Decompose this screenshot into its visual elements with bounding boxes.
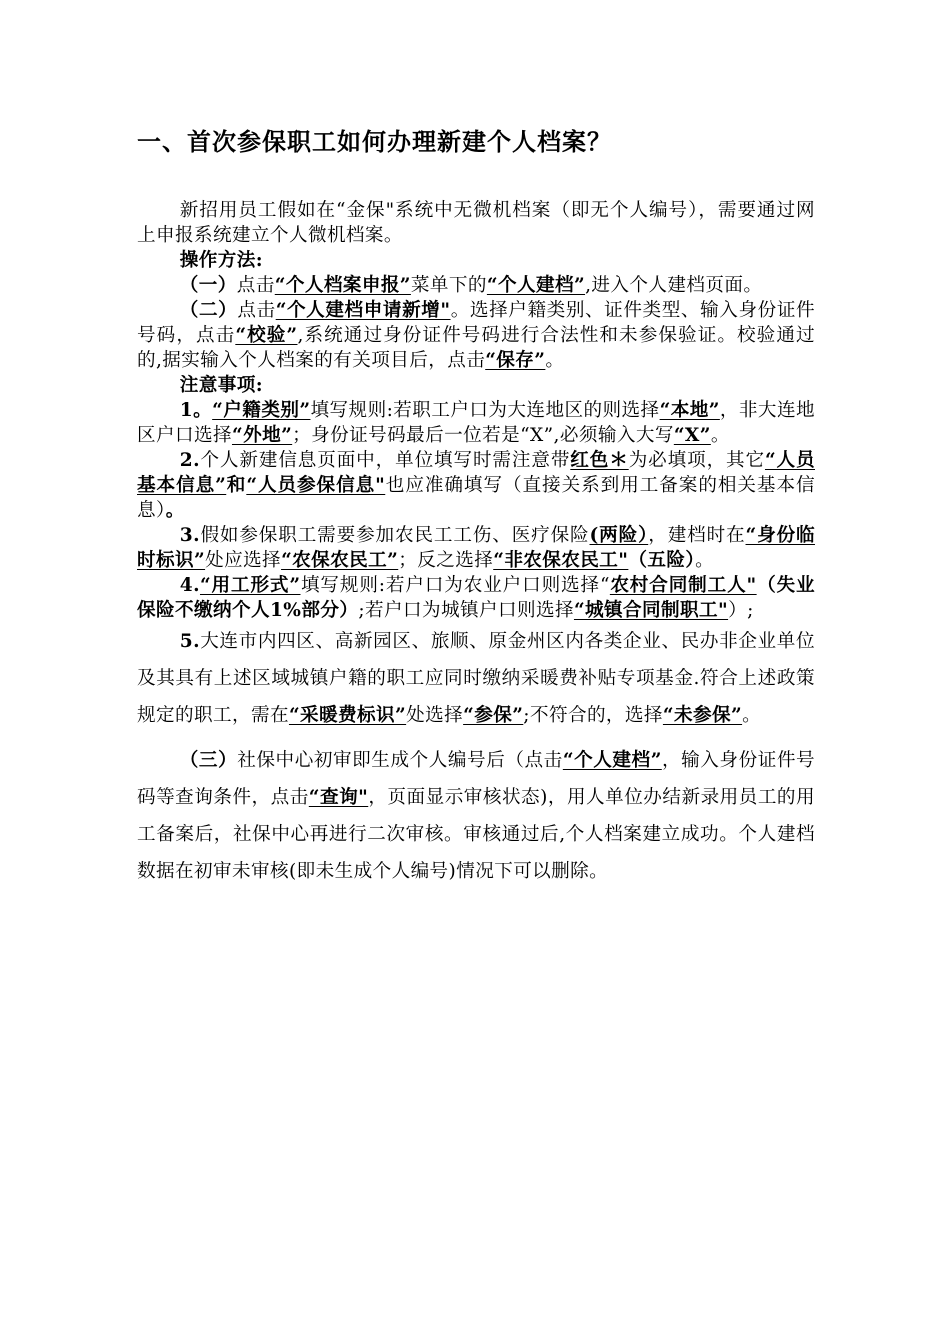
step-3-paragraph xyxy=(137,742,815,890)
and-connector: 和 xyxy=(226,475,247,496)
page-title: 一、首次参保职工如何办理新建个人档案？ xyxy=(137,128,612,156)
note-5-text: 大连市内四区、高新园区、旅顺、原金州区内各类企业、民办非企业单位及其具有上述区域城镇户籍的职工应同时缴纳采暖费补贴专项基金.符合上述政策规定的职工，需在 xyxy=(137,631,815,726)
note-1-text: 填写规则:若职工户口为大连地区的则选择 xyxy=(310,400,660,421)
notes-label: 注意事项: xyxy=(179,375,264,396)
non-local-option-label: “外地” xyxy=(231,425,293,446)
note-2-text: 为必填项，其它 xyxy=(628,450,765,471)
note-1-text: 。 xyxy=(710,425,730,446)
step-3-number: （三） xyxy=(179,750,238,771)
note-4-text: ;若户口为城镇户口则选择 xyxy=(358,600,574,621)
household-category-label: “户籍类别” xyxy=(212,400,311,421)
insurance-info-label: “人员参保信息" xyxy=(246,475,386,496)
step-1-number: （一） xyxy=(179,275,237,296)
step-2-paragraph xyxy=(137,298,815,373)
note-4-number: 4. xyxy=(179,575,200,596)
step-3-text: 社保中心初审即生成个人编号后（点击 xyxy=(237,750,563,771)
uppercase-x-label: “X” xyxy=(673,425,711,446)
step-1-paragraph xyxy=(137,273,815,298)
note-4-text: 填写规则:若户口为农业户口则选择“ xyxy=(300,575,610,596)
note-1-text: ，非大连地区户口选择 xyxy=(137,400,815,446)
intro-paragraph: 新招用员工假如在“金保"系统中无微机档案（即无个人编号），需要通过网上申报系统建立个人微机档案。 xyxy=(137,200,815,246)
note-5-text: ;不符合的，选择 xyxy=(523,705,663,726)
menu-personal-filing: “个人建档” xyxy=(486,275,586,296)
step-1-text: ,进入个人建档页面。 xyxy=(585,275,763,296)
note-2-period: 。 xyxy=(165,500,185,521)
step-2-text: ,系统通过身份证件号码进行合法性和未参保验证。校验通过的,据实输入个人档案的有关项目后，点击 xyxy=(137,325,815,371)
unemployment-note: （失业保险不缴纳个人1%部分） xyxy=(137,575,816,621)
note-5-text: 处选择 xyxy=(406,705,464,726)
query-label: “查询" xyxy=(308,787,369,808)
note-3-text: ；反之选择 xyxy=(398,550,494,571)
note-1-text: ；身份证号码最后一位若是“X”,必须输入大写 xyxy=(292,425,674,446)
new-filing-request-label: “个人建档申请新增" xyxy=(275,300,451,321)
note-1-number: 1。 xyxy=(179,400,213,421)
step-2-text: 。选择户籍类别、证件类型、输入身份证件号码，点击 xyxy=(137,300,815,346)
step-2-text: 点击 xyxy=(237,300,276,321)
step-1-text: 点击 xyxy=(236,275,275,296)
step-3-text: ，输入身份证件号码等查询条件，点击 xyxy=(137,750,816,808)
employment-form-label: “用工形式” xyxy=(199,575,301,596)
step-1-text: 菜单下的 xyxy=(410,275,487,296)
verify-label: “校验” xyxy=(235,325,298,346)
note-1-paragraph xyxy=(137,398,815,448)
note-2-paragraph xyxy=(137,448,815,523)
step-3-text: ，页面显示审核状态)，用人单位办结新录用员工的用工备案后，社保中心再进行二次审核。审核通过后,个人档案建立成功。个人建档数据在初审未审核(即未生成个人编号)情况下可以删除。 xyxy=(137,787,816,882)
heating-fee-label: “采暖费标识” xyxy=(288,705,407,726)
note-5-number: 5. xyxy=(179,631,200,652)
rural-insured-worker-label: “农保农民工” xyxy=(281,550,399,571)
five-insurances-label: （五险） xyxy=(628,550,696,571)
save-label: “保存” xyxy=(485,350,546,371)
step-2-text: 。 xyxy=(545,350,565,371)
local-option-label: “本地” xyxy=(659,400,720,421)
note-2-number: 2. xyxy=(179,450,200,471)
note-3-text: 。 xyxy=(695,550,715,571)
note-3-text: 处应选择 xyxy=(205,550,282,571)
personal-filing-label: “个人建档” xyxy=(562,750,662,771)
note-4-paragraph xyxy=(137,573,815,623)
non-rural-worker-label: “非农保农民工" xyxy=(493,550,629,571)
rural-contract-worker-label: 农村合同制工人" xyxy=(609,575,757,596)
uninsured-option-label: “未参保” xyxy=(662,705,743,726)
note-3-paragraph xyxy=(137,523,815,573)
urban-contract-worker-label: “城镇合同制职工" xyxy=(573,600,729,621)
note-3-text: ，建档时在 xyxy=(648,525,746,546)
note-2-text: 也应准确填写（直接关系到用工备案的相关基本信息） xyxy=(137,475,815,521)
method-label: 操作方法: xyxy=(179,250,264,271)
note-5-paragraph xyxy=(137,623,815,734)
note-3-text: 假如参保职工需要参加农民工工伤、医疗保险 xyxy=(199,525,590,546)
insured-option-label: “参保” xyxy=(463,705,524,726)
two-insurances-label: (两险） xyxy=(589,525,649,546)
note-2-text: 个人新建信息页面中，单位填写时需注意带 xyxy=(199,450,571,471)
note-5-text: 。 xyxy=(742,705,762,726)
red-asterisk-label: 红色＊ xyxy=(570,450,629,471)
step-2-number: （二） xyxy=(179,300,238,321)
note-3-number: 3. xyxy=(179,525,200,546)
menu-personal-archive-declare: “个人档案申报” xyxy=(274,275,411,296)
note-4-text: ）; xyxy=(728,600,754,621)
temp-identity-label: “身份临时标识” xyxy=(137,525,815,571)
document-body xyxy=(137,198,815,890)
basic-info-label: “人员基本信息” xyxy=(137,450,815,496)
